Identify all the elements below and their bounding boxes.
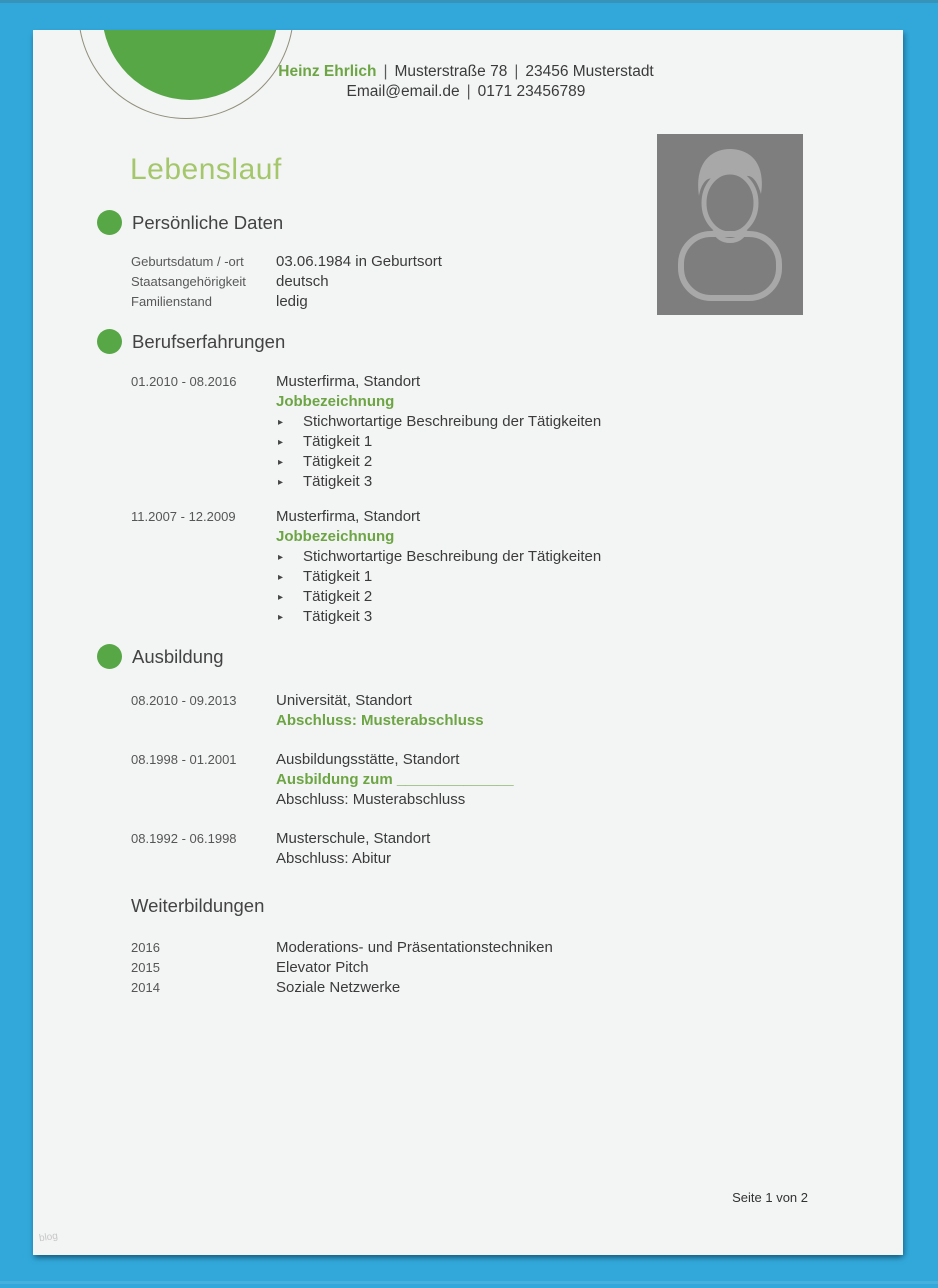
bullet-triangle-icon: ▸ xyxy=(278,552,284,563)
bullet-triangle-icon: ▸ xyxy=(278,592,284,603)
section-heading-experience xyxy=(97,329,285,354)
watermark: blog xyxy=(38,1230,59,1245)
frame-top-edge xyxy=(0,0,938,3)
section-heading-personal xyxy=(97,210,283,235)
personal-data-rows xyxy=(33,252,903,312)
separator: | xyxy=(514,63,519,80)
section-dot-icon xyxy=(97,644,122,669)
city: 23456 Musterstadt xyxy=(525,63,654,80)
job-company: Musterfirma, Standort xyxy=(276,373,421,390)
job-bullets xyxy=(33,412,903,492)
page-number: Seite 1 von 2 xyxy=(732,1190,808,1205)
job-bullet-item xyxy=(278,587,903,607)
contact-header xyxy=(236,62,696,102)
job-date-range: 01.2010 - 08.2016 xyxy=(131,374,237,389)
bullet-text: Stichwortartige Beschreibung der Tätigkeiten xyxy=(303,548,602,565)
education-entry xyxy=(33,750,903,810)
education-school: Universität, Standort xyxy=(276,692,412,709)
job-bullet-item xyxy=(278,547,903,567)
training-row xyxy=(33,938,903,958)
section-heading-education xyxy=(97,644,224,669)
person-name: Heinz Ehrlich xyxy=(278,63,377,80)
education-degree: Abschluss: Musterabschluss xyxy=(276,791,466,808)
bullet-text: Tätigkeit 2 xyxy=(303,453,373,470)
education-school: Musterschule, Standort xyxy=(276,830,431,847)
bullet-triangle-icon: ▸ xyxy=(278,477,284,488)
street-address: Musterstraße 78 xyxy=(394,63,508,80)
personal-label: Geburtsdatum / -ort xyxy=(131,254,244,269)
contact-line-1 xyxy=(236,62,696,82)
personal-label: Staatsangehörigkeit xyxy=(131,274,246,289)
job-title: Jobbezeichnung xyxy=(276,393,395,410)
training-row xyxy=(33,958,903,978)
training-year: 2016 xyxy=(131,940,160,955)
education-date-range: 08.1998 - 01.2001 xyxy=(131,752,237,767)
bullet-text: Tätigkeit 2 xyxy=(303,588,373,605)
phone: 0171 23456789 xyxy=(477,83,586,100)
job-date-range: 11.2007 - 12.2009 xyxy=(131,509,236,524)
bullet-text: Tätigkeit 3 xyxy=(303,473,373,490)
frame-bottom-stripe xyxy=(0,1281,938,1284)
page-title: Lebenslauf xyxy=(130,153,282,186)
bullet-triangle-icon: ▸ xyxy=(278,417,284,428)
job-bullet-item xyxy=(278,432,903,452)
job-bullet-item xyxy=(278,452,903,472)
separator: | xyxy=(383,63,388,80)
section-heading-training: Weiterbildungen xyxy=(131,895,265,916)
bullet-text: Tätigkeit 3 xyxy=(303,608,373,625)
education-entry xyxy=(33,691,903,731)
job-bullet-item xyxy=(278,607,903,627)
education-school: Ausbildungsstätte, Standort xyxy=(276,751,460,768)
training-text: Soziale Netzwerke xyxy=(276,979,401,996)
resume-page xyxy=(33,30,903,1255)
bullet-text: Tätigkeit 1 xyxy=(303,568,373,585)
job-company: Musterfirma, Standort xyxy=(276,508,421,525)
job-title: Jobbezeichnung xyxy=(276,528,395,545)
training-text: Elevator Pitch xyxy=(276,959,369,976)
bullet-text: Stichwortartige Beschreibung der Tätigkeiten xyxy=(303,413,602,430)
section-heading-label: Persönliche Daten xyxy=(132,211,284,233)
job-bullets xyxy=(33,547,903,627)
bullet-triangle-icon: ▸ xyxy=(278,572,284,583)
personal-value: deutsch xyxy=(276,273,329,290)
section-dot-icon xyxy=(97,210,122,235)
education-date-range: 08.2010 - 09.2013 xyxy=(131,693,237,708)
personal-data-row xyxy=(33,272,903,292)
education-degree-highlight: Abschluss: Musterabschluss xyxy=(276,712,484,729)
personal-value: 03.06.1984 in Geburtsort xyxy=(276,253,442,270)
separator: | xyxy=(466,83,471,100)
education-entries xyxy=(33,691,903,888)
job-bullet-item xyxy=(278,567,903,587)
personal-data-row xyxy=(33,252,903,272)
job-entry xyxy=(33,372,903,492)
training-year: 2015 xyxy=(131,960,160,975)
job-bullet-item xyxy=(278,412,903,432)
experience-entries xyxy=(33,372,903,642)
bullet-text: Tätigkeit 1 xyxy=(303,433,373,450)
email: Email@email.de xyxy=(346,83,460,100)
education-degree-highlight: Ausbildung zum ______________ xyxy=(276,771,514,788)
bullet-triangle-icon: ▸ xyxy=(278,612,284,623)
job-entry xyxy=(33,507,903,627)
bullet-triangle-icon: ▸ xyxy=(278,457,284,468)
section-heading-label: Berufserfahrungen xyxy=(132,330,286,352)
personal-value: ledig xyxy=(276,293,308,310)
personal-label: Familienstand xyxy=(131,294,212,309)
training-year: 2014 xyxy=(131,980,160,995)
education-entry xyxy=(33,829,903,869)
section-heading-label: Ausbildung xyxy=(132,645,224,667)
education-degree: Abschluss: Abitur xyxy=(276,850,392,867)
training-row xyxy=(33,978,903,998)
training-text: Moderations- und Präsentationstechniken xyxy=(276,939,553,956)
contact-line-2 xyxy=(236,82,696,102)
education-date-range: 08.1992 - 06.1998 xyxy=(131,831,237,846)
job-bullet-item xyxy=(278,472,903,492)
bullet-triangle-icon: ▸ xyxy=(278,437,284,448)
personal-data-row xyxy=(33,292,903,312)
training-entries xyxy=(33,938,903,998)
section-dot-icon xyxy=(97,329,122,354)
